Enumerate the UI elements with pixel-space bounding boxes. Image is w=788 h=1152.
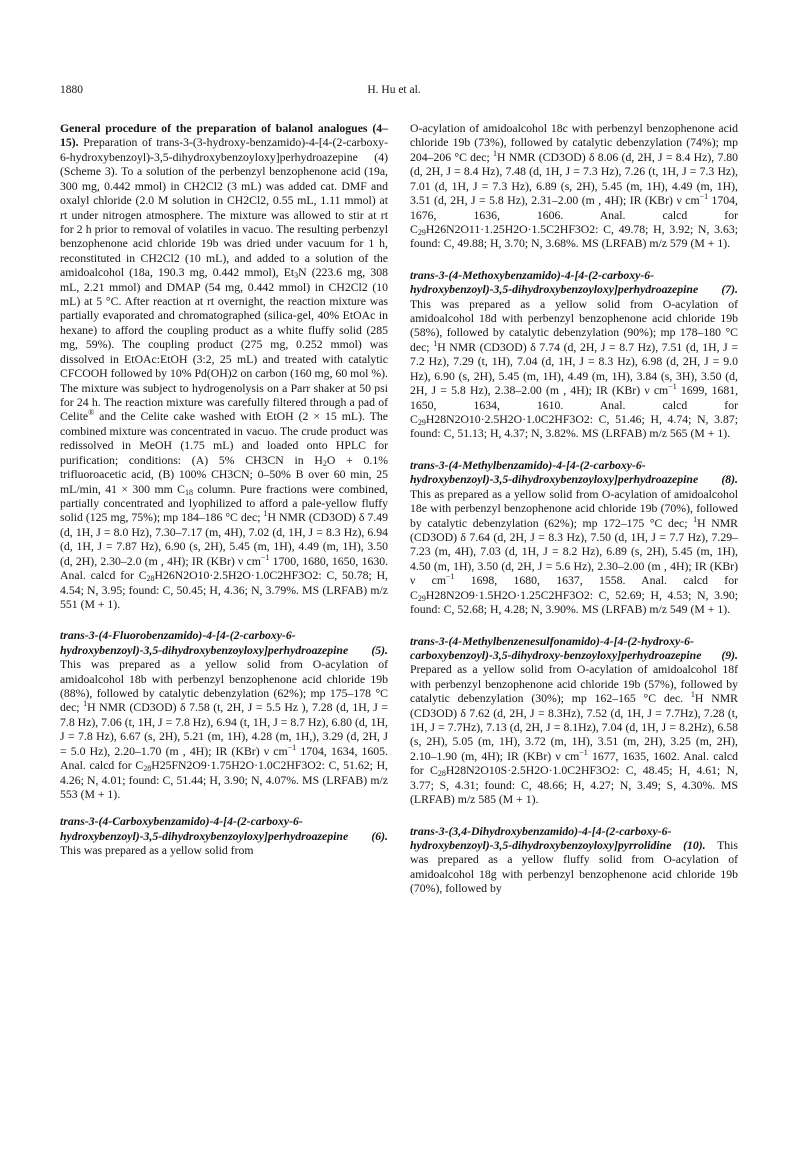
section-heading: General procedure of the preparation of balanol analogues (4–15). xyxy=(60,122,388,150)
general-procedure-paragraph xyxy=(60,122,388,612)
paragraph-body: O-acylation of amidoalcohol 18c with perbenzyl benzophenone acid chloride 19b (73%), followed by catalytic debenzylation (74%); mp 204–206 °C dec; $^1$H NMR (CD3OD) δ 8.06 (d, 2H, J = 8.4 Hz), 7.80 (d, 2H, J = 8.4 Hz), 7.48 (d, 1H, J = 7.3 Hz), 7.26 (t, 1H, J = 7.3 Hz), 7.01 (d, 1H, J = 7.3 Hz), 6.89 (s, 2H), 5.45 (m, 1H), 4.49 (m, 1H), 3.51 (d, 2H, J = 5.8 Hz), 2.31–2.00 (m , 4H); IR (KBr) ν $cm^{-1}$ 1704, 1676, 1636, 1606. Anal. calcd for $C_{29}H26N2O11\cdot 1.25H2O\cdot 1.5C2HF3O2$: C, 49.78; H, 3.92; N, 3.63; found: C, 49.88; H, 3.70; N, 3.68%. MS (LRFAB) m/z 579 (M + 1). xyxy=(410,122,739,251)
compound-10-paragraph xyxy=(410,825,738,897)
compound-heading: trans-3-(4-Methylbenzamido)-4-[4-(2-carboxy-6-hydroxybenzoyl)-3,5-dihydroxybenzoyloxy]perhydroazepine (8). xyxy=(410,458,738,487)
compound-heading: trans-3-(4-Methoxybenzamido)-4-[4-(2-carboxy-6-hydroxybenzoyl)-3,5-dihydroxybenzoyloxy]perhydroazepine (7). xyxy=(410,268,738,297)
paragraph-body: Preparation of trans-3-(3-hydroxy-benzamido)-4-[4-(2-carboxy-6-hydroxybenzoyl)-3,5-dihydroxybenzoyloxy]perhydroazepine (4) (Scheme 3). To a solution of the perbenzyl benzophenone acid (19a, 300 mg, 0.442 mmol) in CH2Cl2 (3 mL) was added cat. DMF and oxalyl chloride (2.0 M solution in CH2Cl2, 0.55 mL, 1.11 mmol) at rt under nitrogen atmosphere. The mixture was allowed to stir at rt for 2 h prior to removal of volatiles in vacuo. The resulting perbenzyl benzophenone acid chloride 19b was dried under vacuum for 1 h, reconstituted in CH2Cl2 (10 mL), and added to a solution of the amidoalcohol (18a, 190.3 mg, 0.442 mmol), $Et_3N$ (223.6 mg, 308 mL, 2.21 mmol) and DMAP (54 mg, 0.442 mmol) in CH2Cl2 (10 mL) at 5 °C. After reaction at rt overnight, the reaction mixture was partially evaporated and chromatographed (silica-gel, 40% EtOAc in hexane) to afford the coupling product as a white fluffy solid (285 mg, 59%). The coupling product (275 mg, 0.252 mmol) was dissolved in EtOAc:EtOH (3:2, 25 mL) and treated with catalytic CFCOOH followed by 10% Pd(OH)2 on carbon (160 mg, 60 mol %). The mixture was subject to hydrogenolysis on a Parr shaker at 50 psi for 24 h. The reaction mixture was carefully filtered through a pad of Celite® and the Celite cake washed with EtOH (2 × 15 mL). The combined mixture was concentrated in vacuo. The crude product was redissolved in MeOH (1.75 mL) and loaded onto HPLC for purification; conditions: (A) 5% CH3CN in $H_2O + 0.1\%$ trifluoroacetic acid, (B) 100% CH3CN; 0–50% B over 60 min, 25 mL/min, 41 × 300 mm $C_{18}$ column. Pure fractions were combined, partially concentrated and lyophilized to afford a pale-yellow fluffy solid (125 mg, 75%); mp 184–186 °C dec; $^1$H NMR (CD3OD) δ 7.49 (d, 1H, J = 8.0 Hz), 7.30–7.17 (m, 4H), 7.02 (d, 1H, J = 8.3 Hz), 6.94 (d, 1H, J = 7.87 Hz), 6.90 (s, 2H), 5.45 (m, 1H), 4.49 (m, 1H), 3.50 (d, 2H), 2.30–2.0 (m , 4H); IR (KBr) ν $cm^{-1}$ 1700, 1680, 1650, 1630. Anal. calcd for $C_{28}H26N2O10\cdot 2.5H2O\cdot 1.0C2HF3O2$: C, 50.78; H, 4.54; N, 3.95; found: C, 50.45; H, 4.36; N, 3.79%. MS (LRFAB) m/z 551 (M + 1). xyxy=(60,136,389,611)
compound-heading: trans-3-(4-Methylbenzenesulfonamido)-4-[4-(2-hydroxy-6-carboxybenzoyl)-3,5-dihydroxy-benzoyloxy]perhydroazepine (9). xyxy=(410,634,738,662)
compound-8-paragraph xyxy=(410,459,738,618)
paragraph-body: Prepared as a yellow solid from O-acylation of amidoalcohol 18f with perbenzyl benzophenone acid chloride 19b (57%), followed by catalytic debenzylation (30%); mp 162–165 °C dec. $^1$H NMR (CD3OD) δ 7.62 (d, 2H, J = 8.3Hz), 7.52 (d, 1H, J = 7.7Hz), 7.28 (t, 1H, J = 7.7Hz), 7.13 (d, 2H, J = 8.1Hz), 7.04 (d, 1H, J = 8.2Hz), 6.58 (s, 2H), 5.05 (m, 1H), 3.72 (m, 1H), 3.51 (m, 2H), 3.25 (m, 2H), 2.10–1.90 (m, 4H); IR (KBr) ν $cm^{-1}$ 1677, 1635, 1602. Anal. calcd for $C_{28}H28N2O10S\cdot 2.5H2O\cdot 1.0C2HF3O2$: C, 48.45; H, 4.61; N, 3.77; S, 4.31; found: C, 48.66; H, 4.27; N, 3.49; S, 4.30%. MS (LRFAB) m/z 585 (M + 1). xyxy=(410,663,739,807)
paragraph-body: This was prepared as a yellow solid from O-acylation of amidoalcohol 18b with perbenzyl benzophenone acid chloride 19b (88%), followed by catalytic debenzylation (62%); mp 175–178 °C dec; $^1$H NMR (CD3OD) δ 7.58 (t, 2H, J = 5.5 Hz ), 7.28 (d, 1H, J = 7.8 Hz), 7.06 (t, 1H, J = 7.8 Hz), 6.94 (t, 1H, J = 8.7 Hz), 6.80 (d, 1H, J = 7.8 Hz), 6.67 (s, 2H), 5.21 (m, 1H), 4.28 (m, 1H,), 3.29 (d, 2H, J = 5.0 Hz), 2.20–1.70 (m , 4H); IR (KBr) ν $cm^{-1}$ 1704, 1634, 1605. Anal. calcd for $C_{28}H25FN2O9\cdot 1.75H2O\cdot 1.0C2HF3O2$: C, 51.62; H, 4.26; N, 4.01; found: C, 51.44; H, 3.90; N, 4.07%. MS (LRFAB) m/z 553 (M + 1). xyxy=(60,658,388,801)
right-column xyxy=(410,122,738,914)
paragraph-body: This was prepared as a yellow fluffy solid from O-acylation of amidoalcohol 18g with perbenzyl benzophenone acid chloride 19b (70%), followed by xyxy=(410,838,738,896)
compound-6-continued-paragraph xyxy=(410,122,738,252)
compound-heading: trans-3-(4-Carboxybenzamido)-4-[4-(2-carboxy-6-hydroxybenzoyl)-3,5-dihydroxybenzoyloxy]perhydroazepine (6). xyxy=(60,815,388,843)
page-number: 1880 xyxy=(60,84,83,96)
compound-heading: trans-3-(4-Fluorobenzamido)-4-[4-(2-carboxy-6-hydroxybenzoyl)-3,5-dihydroxybenzoyloxy]perhydroazepine (5). xyxy=(60,629,388,657)
left-column xyxy=(60,122,388,876)
paragraph-body: This was prepared as a yellow solid from xyxy=(60,844,254,858)
running-header-authors: H. Hu et al. xyxy=(367,84,421,96)
compound-9-paragraph xyxy=(410,635,738,808)
compound-5-paragraph xyxy=(60,629,388,802)
paragraph-body: This was prepared as a yellow solid from O-acylation of amidoalcohol 18d with perbenzyl benzophenone acid chloride 19b (58%), followed by catalytic debenzylation (90%); mp 178–180 °C dec; $^1$H NMR (CD3OD) δ 7.74 (d, 2H, J = 8.7 Hz), 7.51 (d, 1H, J = 7.2 Hz), 7.29 (t, 1H), 7.04 (d, 1H, J = 8.3 Hz), 6.98 (d, 2H, J = 9.0 Hz), 6.90 (s, 2H), 5.45 (m, 1H), 4.49 (m, 1H), 3.84 (s, 3H), 3.50 (d, 2H, J = 5.8 Hz), 2.38–2.00 (m , 4H); IR (KBr) ν $cm^{-1}$ 1699, 1681, 1650, 1634, 1610. Anal. calcd for $C_{29}H28N2O10\cdot 2.5H2O\cdot 1.0C2HF3O2$: C, 51.46; H, 4.74; N, 3.87; found: C, 51.13; H, 4.37; N, 3.82%. MS (LRFAB) m/z 565 (M + 1). xyxy=(410,297,739,441)
compound-7-paragraph xyxy=(410,269,738,442)
paragraph-body: This as prepared as a yellow solid from O-acylation of amidoalcohol 18e with perbenzyl benzophenone acid chloride 19b (70%), followed by catalytic debenzylation (62%); mp 172–175 °C dec; $^1$H NMR (CD3OD) δ 7.64 (d, 2H, J = 8.3 Hz), 7.50 (d, 1H, J = 7.7 Hz), 7.29–7.23 (m, 4H), 7.03 (d, 1H, J = 8.2 Hz), 6.89 (s, 2H), 5.45 (m, 1H), 4.50 (m, 1H), 3.50 (d, 2H, J = 5.6 Hz), 2.30–2.00 (m , 4H); IR (KBr) ν $cm^{-1}$ 1698, 1680, 1637, 1558. Anal. calcd for $C_{29}H28N2O9\cdot 1.5H2O\cdot 1.25C2HF3O2$: C, 52.69; H, 4.53; N, 3.90; found: C, 52.68; H, 4.28; N, 3.90%. MS (LRFAB) m/z 549 (M + 1). xyxy=(410,487,738,617)
compound-heading: trans-3-(3,4-Dihydroxybenzamido)-4-[4-(2-carboxy-6-hydroxybenzoyl)-3,5-dihydroxybenzoyloxy]pyrrolidine (10). xyxy=(410,824,706,852)
compound-6-paragraph xyxy=(60,815,388,858)
